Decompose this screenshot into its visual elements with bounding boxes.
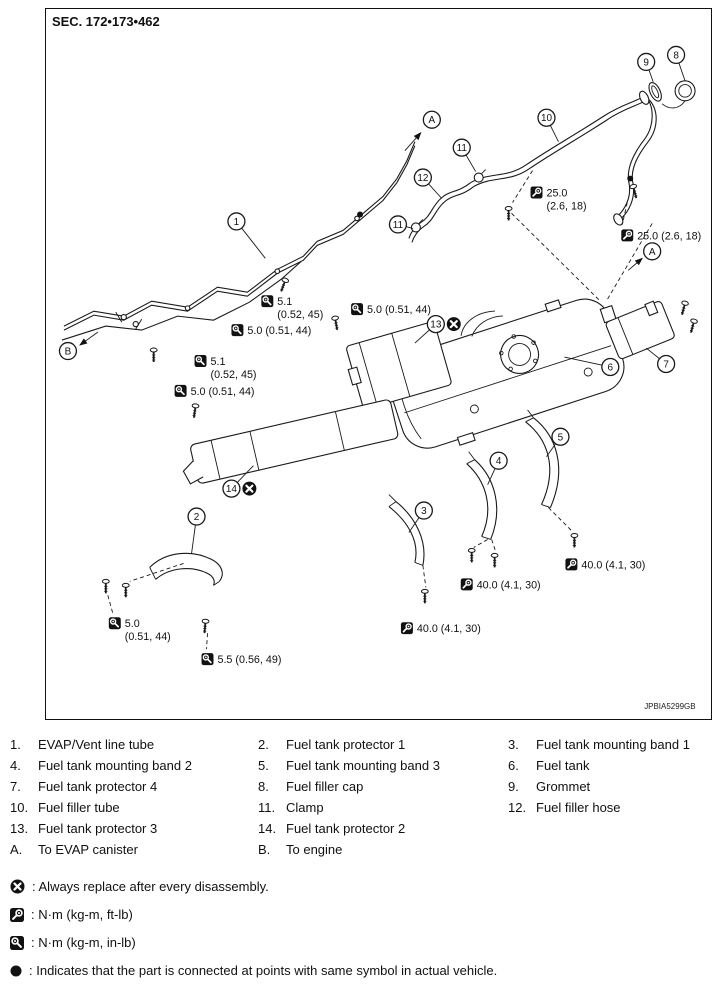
svg-text:40.0 (4.1, 30): 40.0 (4.1, 30) [416,623,481,636]
screw-icon [688,318,698,333]
svg-text:B: B [64,346,72,358]
note-text: : Always replace after every disassembly. [32,879,269,894]
torque-label-50-c [175,385,255,398]
torque-inlb-icon [231,324,243,336]
replace-symbol-icon [447,317,461,331]
torque-ftlb-icon [621,229,633,241]
connection-dot [627,176,633,182]
ref-B [59,332,97,359]
torque-label-25-top [531,187,587,213]
torque-label-40-a [401,622,481,635]
svg-text:40.0 (4.1, 30): 40.0 (4.1, 30) [476,579,541,592]
callout-8 [668,46,685,80]
callout-2 [188,508,205,553]
screw-icon [421,589,428,603]
torque-ftlb-icon [565,558,577,570]
torque-inlb-icon [351,303,363,315]
svg-text:11: 11 [456,143,467,155]
part-item: 2. Fuel tank protector 1 [258,737,406,752]
screw-icon [491,553,498,567]
torque-label-25-right [621,229,701,242]
connection-dot-icon [10,965,22,977]
torque-inlb-icon [202,653,214,665]
torque-inlb-icon [261,295,273,307]
svg-text:3: 3 [421,506,427,518]
parts-legend [10,735,712,860]
exploded-view-diagram [46,9,709,717]
part-item: 7. Fuel tank protector 4 [10,779,158,794]
svg-text:6: 6 [607,362,614,374]
svg-text:5.1: 5.1 [277,296,293,309]
part-item: 11. Clamp [258,800,324,815]
torque-ftlb-icon [401,622,413,634]
callout-11-upper [453,139,475,171]
part-item: 5. Fuel tank mounting band 3 [258,758,440,773]
connection-dot [357,211,363,217]
part-item: 9. Grommet [508,779,591,794]
part-item: 3. Fuel tank mounting band 1 [508,737,690,752]
part-item: B. To engine [258,842,343,857]
svg-text:10: 10 [540,113,553,125]
section-label: SEC. 172•173•462 [51,14,160,30]
svg-text:A: A [428,115,436,127]
svg-text:5.1: 5.1 [210,355,226,368]
part-item: 10. Fuel filler tube [10,800,120,815]
callout-11-lower [389,216,412,233]
svg-text:(0.52, 45): (0.52, 45) [277,309,324,322]
fuel-filler-hose [409,183,474,243]
callout-9 [638,53,655,81]
screw-icon [122,583,129,597]
svg-text:8: 8 [673,50,679,62]
torque-label-50-d [109,617,171,643]
screw-icon [679,300,689,315]
torque-label-40-b [461,578,541,591]
screw-icon [191,403,200,418]
torque-label-40-c [565,558,645,571]
svg-text:5.5 (0.56, 49): 5.5 (0.56, 49) [217,654,282,667]
torque-ftlb-icon [10,908,24,922]
ref-A-top [405,111,440,150]
svg-text:11: 11 [392,219,404,231]
symbol-notes [10,876,722,981]
screw-icon [468,548,475,562]
callout-4 [488,452,507,484]
clamp-upper [474,170,485,182]
callout-3 [409,502,432,532]
svg-text:9: 9 [643,57,649,69]
fuel-tank-protector-1 [150,553,223,585]
callout-1 [228,213,265,258]
clamp-lower [411,219,422,231]
note-torque-inlb [10,932,722,953]
torque-label-51-a [261,295,323,321]
callout-5 [546,428,568,456]
torque-inlb-icon [175,385,187,397]
svg-text:4: 4 [495,456,502,468]
torque-inlb-icon [109,617,121,629]
torque-ftlb-icon [531,187,543,199]
svg-text:12: 12 [417,173,429,185]
svg-text:(0.52, 45): (0.52, 45) [210,368,257,381]
screw-icon [201,619,209,633]
svg-text:5.0 (0.51, 44): 5.0 (0.51, 44) [247,325,312,338]
note-replace [10,876,722,897]
part-item: 1. EVAP/Vent line tube [10,737,155,752]
svg-text:5.0: 5.0 [124,618,140,631]
torque-label-50-a [231,324,311,337]
svg-text:14: 14 [225,484,237,496]
screw-icon [331,316,340,331]
callout-12 [414,169,441,198]
part-item: 4. Fuel tank mounting band 2 [10,758,192,773]
diagram-frame [45,8,712,720]
screw-icon [278,277,289,292]
part-item: 13. Fuel tank protector 3 [10,821,158,836]
replace-symbol-icon [242,482,256,496]
svg-text:7: 7 [663,359,669,371]
screw-icon [150,348,157,362]
torque-label-50-b [351,303,431,316]
svg-text:5.0 (0.51, 44): 5.0 (0.51, 44) [190,385,255,398]
svg-text:(2.6, 18): (2.6, 18) [546,200,587,213]
torque-ftlb-icon [461,578,473,590]
callout-7 [646,348,674,372]
svg-text:5.0 (0.51, 44): 5.0 (0.51, 44) [367,304,431,317]
part-item-empty [508,819,712,839]
svg-text:2: 2 [193,512,200,524]
part-item: A. To EVAP canister [10,842,138,857]
screw-icon [102,579,109,593]
callout-10 [538,109,558,141]
torque-label-55 [202,653,282,666]
svg-text:25.0 (2.6, 18): 25.0 (2.6, 18) [637,230,702,243]
part-item: 14. Fuel tank protector 2 [258,821,406,836]
torque-inlb-icon [195,355,207,367]
svg-text:(0.51, 44): (0.51, 44) [124,631,171,644]
replace-symbol-icon [10,879,25,894]
note-text: : Indicates that the part is connected at points with same symbol in actual vehicle. [29,963,498,978]
svg-text:25.0: 25.0 [546,187,568,200]
figure-code-watermark: JPBIA5299GB [644,701,696,711]
note-text: : N·m (kg-m, ft-lb) [31,907,133,922]
svg-text:13: 13 [430,319,442,331]
fuel-filler-cap [662,81,695,108]
torque-inlb-icon [10,936,24,950]
note-torque-ftlb [10,904,722,925]
part-item: 12. Fuel filler hose [508,800,621,815]
screw-icon [629,184,639,199]
fuel-tank-mounting-band-3 [526,410,559,508]
svg-text:40.0 (4.1, 30): 40.0 (4.1, 30) [581,559,646,572]
svg-text:A: A [648,246,656,258]
screw-icon [505,206,512,220]
torque-label-51-b [195,355,257,381]
note-text: : N·m (kg-m, in-lb) [31,935,136,950]
screw-icon [571,533,578,547]
part-item: 6. Fuel tank [508,758,590,773]
svg-text:1: 1 [233,216,240,228]
part-item: 8. Fuel filler cap [258,779,364,794]
fuel-tank-protector-2 [178,399,399,487]
svg-text:5: 5 [557,432,564,444]
